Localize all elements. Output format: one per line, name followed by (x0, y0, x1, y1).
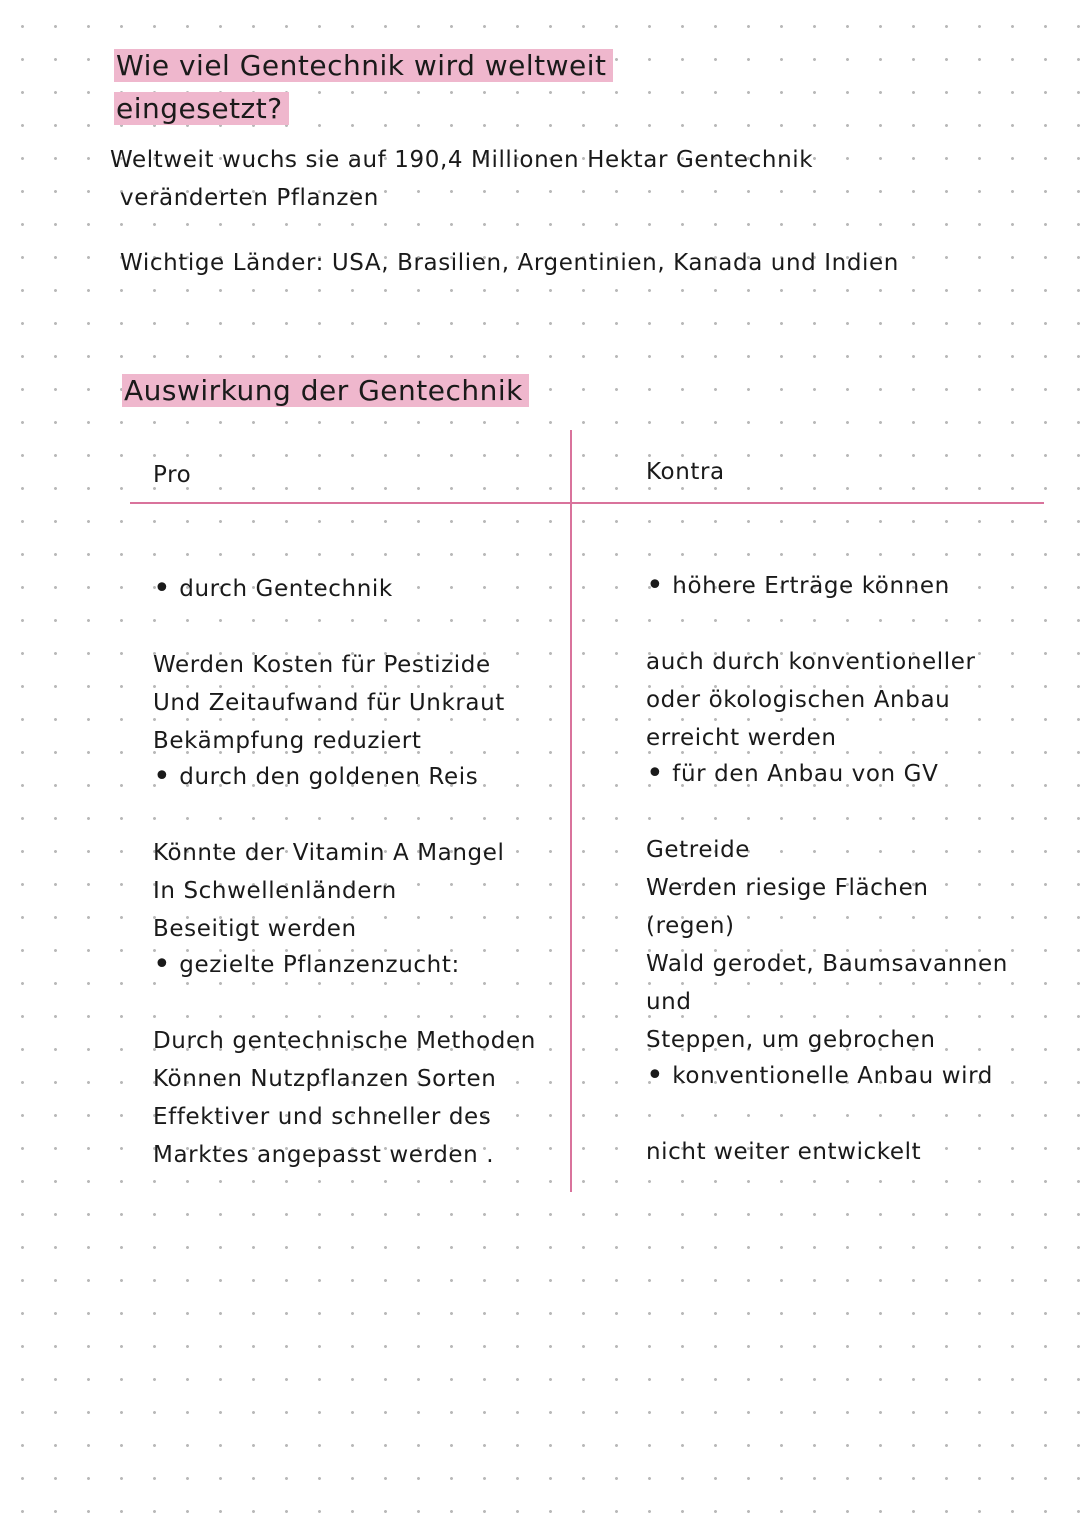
pro-item-lead: • durch Gentechnik (153, 570, 505, 608)
table-vertical-divider (570, 430, 572, 1192)
contra-item-text: auch durch konventioneller oder ökologischen Anbau erreicht werden (646, 649, 976, 751)
pro-item-lead: • durch den goldenen Reis (153, 758, 504, 796)
pro-item-text: Durch gentechnische Methoden Können Nutzpflanzen Sorten Effektiver und schneller des Marktes angepasst werden . (153, 1028, 536, 1168)
contra-item-text: nicht weiter entwickelt (646, 1139, 922, 1165)
pro-column-header: Pro (153, 462, 192, 488)
pro-item (153, 908, 536, 1212)
pro-item-text: Könnte der Vitamin A Mangel In Schwellenländern Beseitigt werden (153, 840, 505, 942)
usage-paragraph-line1: Weltweit wuchs sie auf 190,4 Millionen Hektar Gentechnik (110, 147, 814, 173)
section-title-usage (114, 44, 634, 130)
contra-item-lead: • höhere Erträge können (646, 567, 976, 605)
pro-item-text: Werden Kosten für Pestizide Und Zeitaufwand für Unkraut Bekämpfung reduziert (153, 652, 505, 754)
contra-item-lead: • für den Anbau von GV (646, 755, 1008, 793)
contra-item-lead: • konventionelle Anbau wird (646, 1057, 993, 1095)
section-title-effects (122, 370, 529, 412)
heading-highlight: Wie viel Gentechnik wird weltweit eingesetzt? (114, 49, 613, 125)
contra-item-text: Getreide Werden riesige Flächen (regen) Wald gerodet, Baumsavannen und Steppen, um gebrochen (646, 837, 1008, 1053)
table-horizontal-divider (130, 502, 1044, 504)
heading-highlight: Auswirkung der Gentechnik (122, 374, 529, 407)
contra-column-header: Kontra (646, 459, 725, 485)
pro-item-lead: • gezielte Pflanzenzucht: (153, 946, 536, 984)
important-countries: Wichtige Länder: USA, Brasilien, Argentinien, Kanada und Indien (120, 250, 899, 276)
usage-paragraph-line2: veränderten Pflanzen (120, 185, 379, 211)
contra-item (646, 1019, 993, 1209)
